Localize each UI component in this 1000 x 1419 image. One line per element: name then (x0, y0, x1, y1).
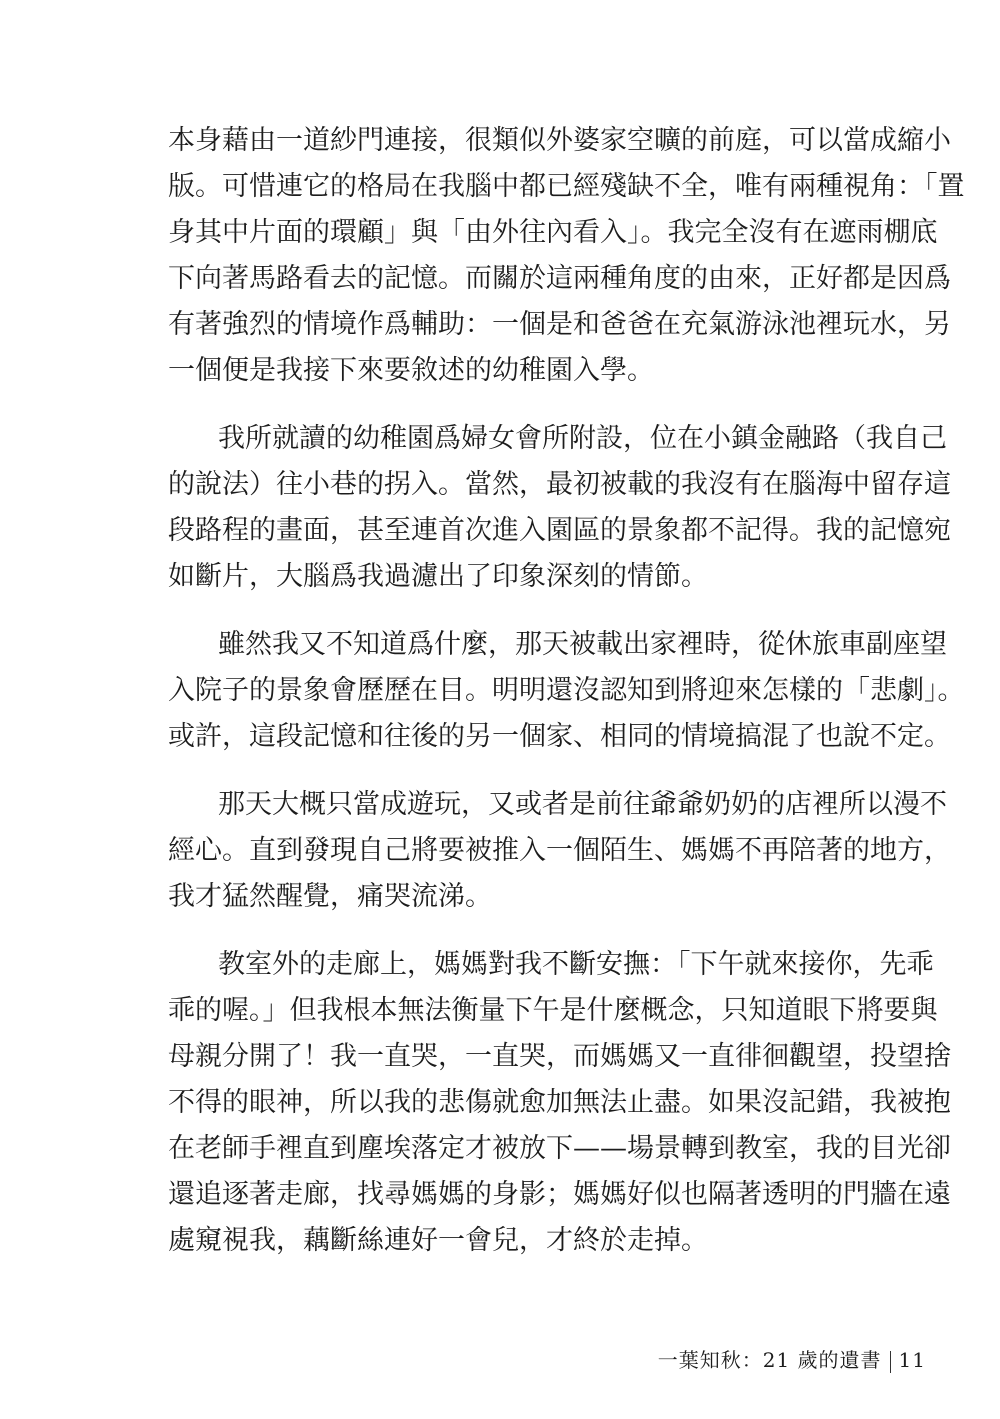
text-line: 入院子的景象會歷歷在目。明明還沒認知到將迎來怎樣的「悲劇」。 (168, 675, 965, 706)
text-line: 不得的眼神，所以我的悲傷就愈加無法止盡。如果沒記錯，我被抱 (168, 1087, 951, 1118)
text-line: 一個便是我接下來要敘述的幼稚園入學。 (168, 355, 654, 386)
body-text (168, 118, 965, 1286)
text-line: 雖然我又不知道爲什麼，那天被載出家裡時，從休旅車副座望 (218, 629, 947, 660)
page-footer (600, 1343, 926, 1377)
text-line: 經心。直到發現自己將要被推入一個陌生、媽媽不再陪著的地方， (168, 835, 951, 866)
text-line: 版。可惜連它的格局在我腦中都已經殘缺不全，唯有兩種視角：「置 (168, 171, 965, 202)
text-line: 下向著馬路看去的記憶。而關於這兩種角度的由來，正好都是因爲 (168, 263, 951, 294)
text-line: 還追逐著走廊，找尋媽媽的身影；媽媽好似也隔著透明的門牆在遠 (168, 1179, 951, 1210)
text-line: 本身藉由一道紗門連接，很類似外婆家空曠的前庭，可以當成縮小 (168, 125, 951, 156)
text-line: 我才猛然醒覺，痛哭流涕。 (168, 881, 492, 912)
paragraph (168, 416, 951, 600)
paragraph (168, 622, 965, 760)
text-line: 如斷片，大腦爲我過濾出了印象深刻的情節。 (168, 561, 708, 592)
paragraph (168, 118, 965, 394)
text-line: 在老師手裡直到塵埃落定才被放下——場景轉到教室，我的目光卻 (168, 1133, 951, 1164)
running-title: 一葉知秋：21 歲的遺書 (657, 1348, 882, 1372)
text-line: 我所就讀的幼稚園爲婦女會所附設，位在小鎮金融路（我自己 (218, 423, 947, 454)
text-line: 那天大概只當成遊玩，又或者是前往爺爺奶奶的店裡所以漫不 (218, 789, 947, 820)
text-line: 的說法）往小巷的拐入。當然，最初被載的我沒有在腦海中留存這 (168, 469, 951, 500)
paragraph (168, 782, 951, 920)
page-number: 11 (898, 1348, 926, 1372)
text-line: 身其中片面的環顧」與「由外往內看入」。我完全沒有在遮雨棚底 (168, 217, 938, 248)
paragraph (168, 942, 951, 1264)
footer-divider (890, 1351, 891, 1373)
text-line: 或許，這段記憶和往後的另一個家、相同的情境搞混了也說不定。 (168, 721, 951, 752)
text-line: 教室外的走廊上，媽媽對我不斷安撫：「下午就來接你，先乖 (218, 949, 934, 980)
text-line: 母親分開了！我一直哭，一直哭，而媽媽又一直徘徊觀望，投望捨 (168, 1041, 951, 1072)
text-line: 處窺視我，藕斷絲連好一會兒，才終於走掉。 (168, 1225, 708, 1256)
text-line: 有著強烈的情境作爲輔助：一個是和爸爸在充氣游泳池裡玩水，另 (168, 309, 951, 340)
text-line: 段路程的畫面，甚至連首次進入園區的景象都不記得。我的記憶宛 (168, 515, 951, 546)
text-line: 乖的喔。」但我根本無法衡量下午是什麼概念，只知道眼下將要與 (168, 995, 938, 1026)
